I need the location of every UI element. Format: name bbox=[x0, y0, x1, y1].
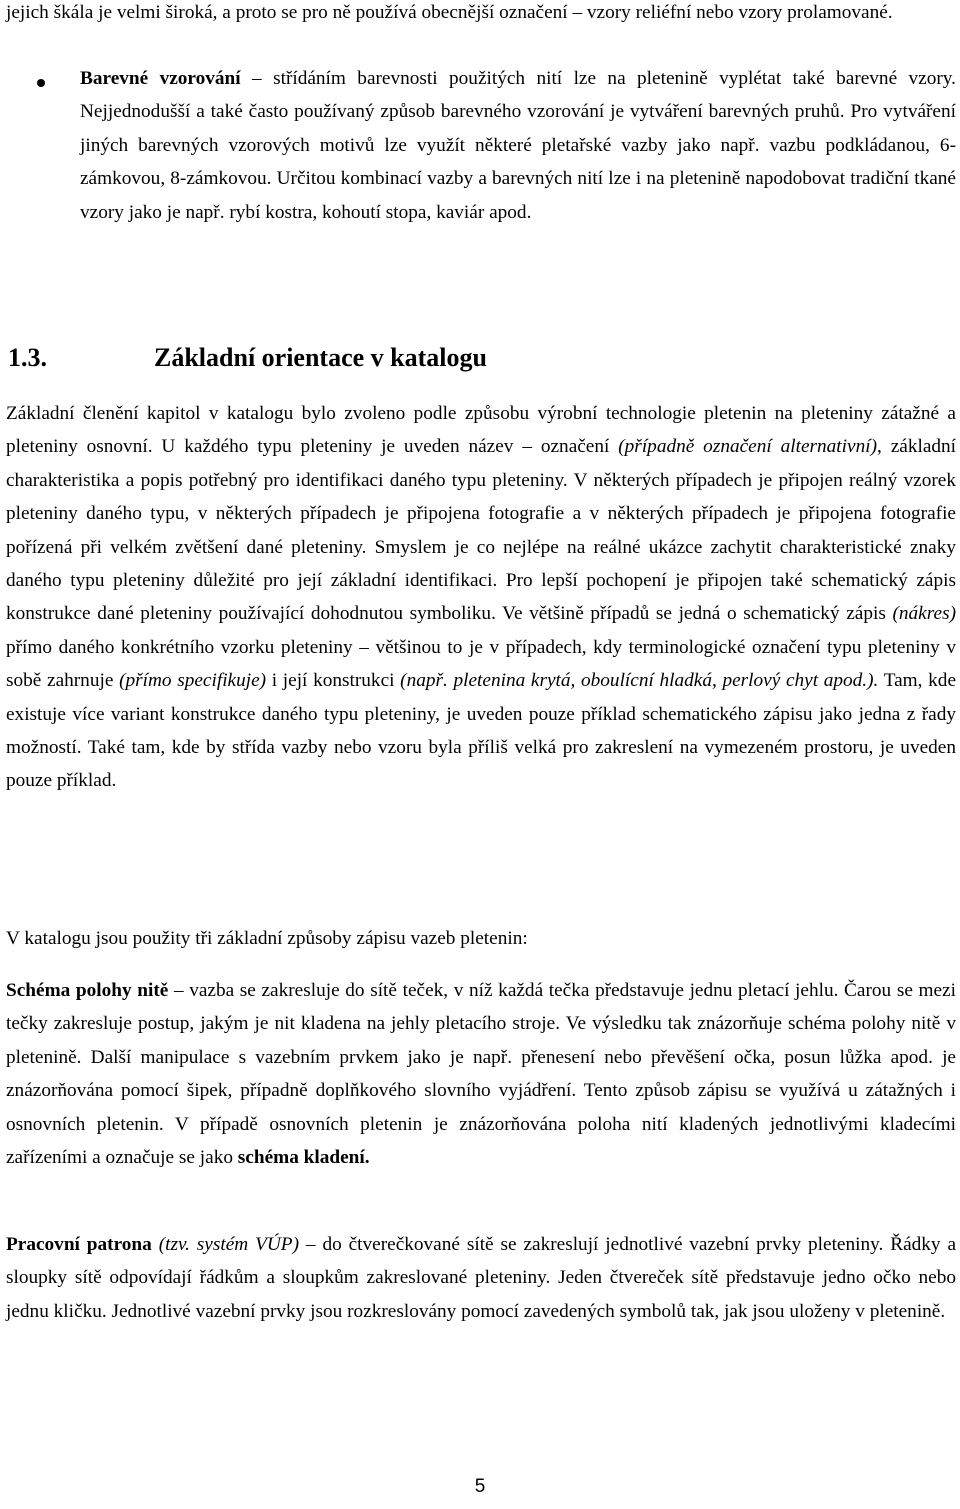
bullet-color-paragraph bbox=[80, 62, 956, 229]
bullet-color-text: – střídáním barevnosti použitých nití lze na pletenině vyplétat také barevné vzory. Nejjednodušší a také často používaný způsob barevného vzorování je vytváření barevných pruhů. Pro vytváření jiných barevných vzorových motivů lze využít některé pletařské vazby jako např. vazbu podkládanou, 6-zámkovou, 8-zámkovou. Určitou kombinací vazby a barevných nití lze i na pletenině napodobovat tradiční tkané vzory jako je např. rybí kostra, kohoutí stopa, kaviár apod. bbox=[80, 68, 956, 223]
bullet-icon bbox=[37, 79, 45, 87]
patrona-italic: (tzv. systém VÚP) bbox=[151, 1234, 300, 1255]
schema-bold-end: schéma kladení. bbox=[237, 1147, 370, 1169]
patrona-lead: Pracovní patrona bbox=[6, 1234, 152, 1255]
main-text-1: Základní členění kapitol v katalogu bylo zvoleno podle způsobu výrobní technologie pletenin na pleteniny zátažné a pleteniny osnovní. U každého typu pleteniny je uveden název – označení bbox=[6, 403, 956, 458]
main-paragraph bbox=[6, 397, 956, 798]
intro-tail-paragraph bbox=[6, 0, 956, 29]
page-number: 5 bbox=[474, 1476, 486, 1497]
main-text-2: , základní charakteristika a popis potřebný pro identifikaci daného typu pleteniny. V některých případech je připojen reálný vzorek pleteniny daného typu, v některých případech je připojena fotografie a v některých případech je připojena fotografie pořízená při velkém zvětšení dané pleteniny. Smyslem je co nejlépe na reálné ukázce zachytit charakteristické znaky daného typu pleteniny důležité pro její základní identifikaci. Pro lepší pochopení je připojen také schematický zápis konstrukce dané pleteniny používající dohodnutou symboliku. Ve většině případů se jedná o schematický zápis bbox=[6, 436, 957, 625]
schema-lead: Schéma polohy nitě bbox=[6, 980, 169, 1001]
schema-paragraph bbox=[6, 974, 956, 1174]
methods-intro-paragraph bbox=[6, 922, 956, 955]
patrona-text: – do čtverečkované sítě se zakreslují jednotlivé vazební prvky pleteniny. Řádky a sloupky sítě odpovídají řádkům a sloupkům zakreslované pleteniny. Jeden čtvereček sítě představuje jedno očko nebo jednu kličku. Jednotlivé vazební prvky jsou rozkreslovány pomocí zavedených symbolů tak, jak jsou uloženy v pletenině. bbox=[6, 1234, 957, 1322]
main-italic-3: (přímo specifikuje) bbox=[119, 670, 267, 692]
main-text-4: i její konstrukci bbox=[266, 670, 401, 692]
main-text-5: Tam, kde existuje více variant konstrukce daného typu pleteniny, je uveden pouze příklad schematického zápisu jako jedna z řady možností. Také tam, kde by střída vazby nebo vzoru byla příliš velká pro zakreslení na vymezeném prostoru, je uveden pouze příklad. bbox=[6, 670, 957, 792]
main-text-3: přímo daného konkrétního vzorku pleteniny – většinou to je v případech, kdy terminologické označení typu pleteniny v sobě zahrnuje bbox=[6, 636, 956, 692]
section-heading bbox=[8, 338, 487, 378]
section-title: Základní orientace v katalogu bbox=[154, 343, 487, 372]
main-italic-1: (případně označení alternativní) bbox=[618, 436, 877, 458]
bullet-color-lead: Barevné vzorování bbox=[80, 68, 241, 89]
main-italic-4: (např. pletenina krytá, oboulícní hladká, perlový chyt apod.). bbox=[400, 670, 879, 692]
methods-intro-text: V katalogu jsou použity tři základní způsoby zápisu vazeb pletenin: bbox=[6, 928, 528, 949]
patrona-paragraph bbox=[6, 1228, 956, 1328]
intro-tail-text: jejich škála je velmi široká, a proto se pro ně používá obecnější označení – vzory reliéfní nebo vzory prolamované. bbox=[6, 2, 893, 23]
schema-text: – vazba se zakresluje do sítě teček, v níž každá tečka představuje jednu pletací jehlu. Čarou se mezi tečky zakresluje postup, jakým je nit kladena na jehly pletacího stroje. Ve výsledku tak znázorňuje schéma polohy nitě v pletenině. Další manipulace s vazebním prvkem jako je např. přenesení nebo převěšení očka, posun lůžka apod. je znázorňována pomocí šipek, případně doplňkového slovního vyjádření. Tento způsob zápisu se využívá u zátažných i osnovních pletenin. V případě osnovních pletenin je znázorňována poloha nití kladených jednotlivými kladecími zařízeními a označuje se jako bbox=[6, 980, 956, 1169]
main-italic-2: (nákres) bbox=[892, 603, 956, 625]
section-number: 1.3. bbox=[8, 343, 47, 372]
